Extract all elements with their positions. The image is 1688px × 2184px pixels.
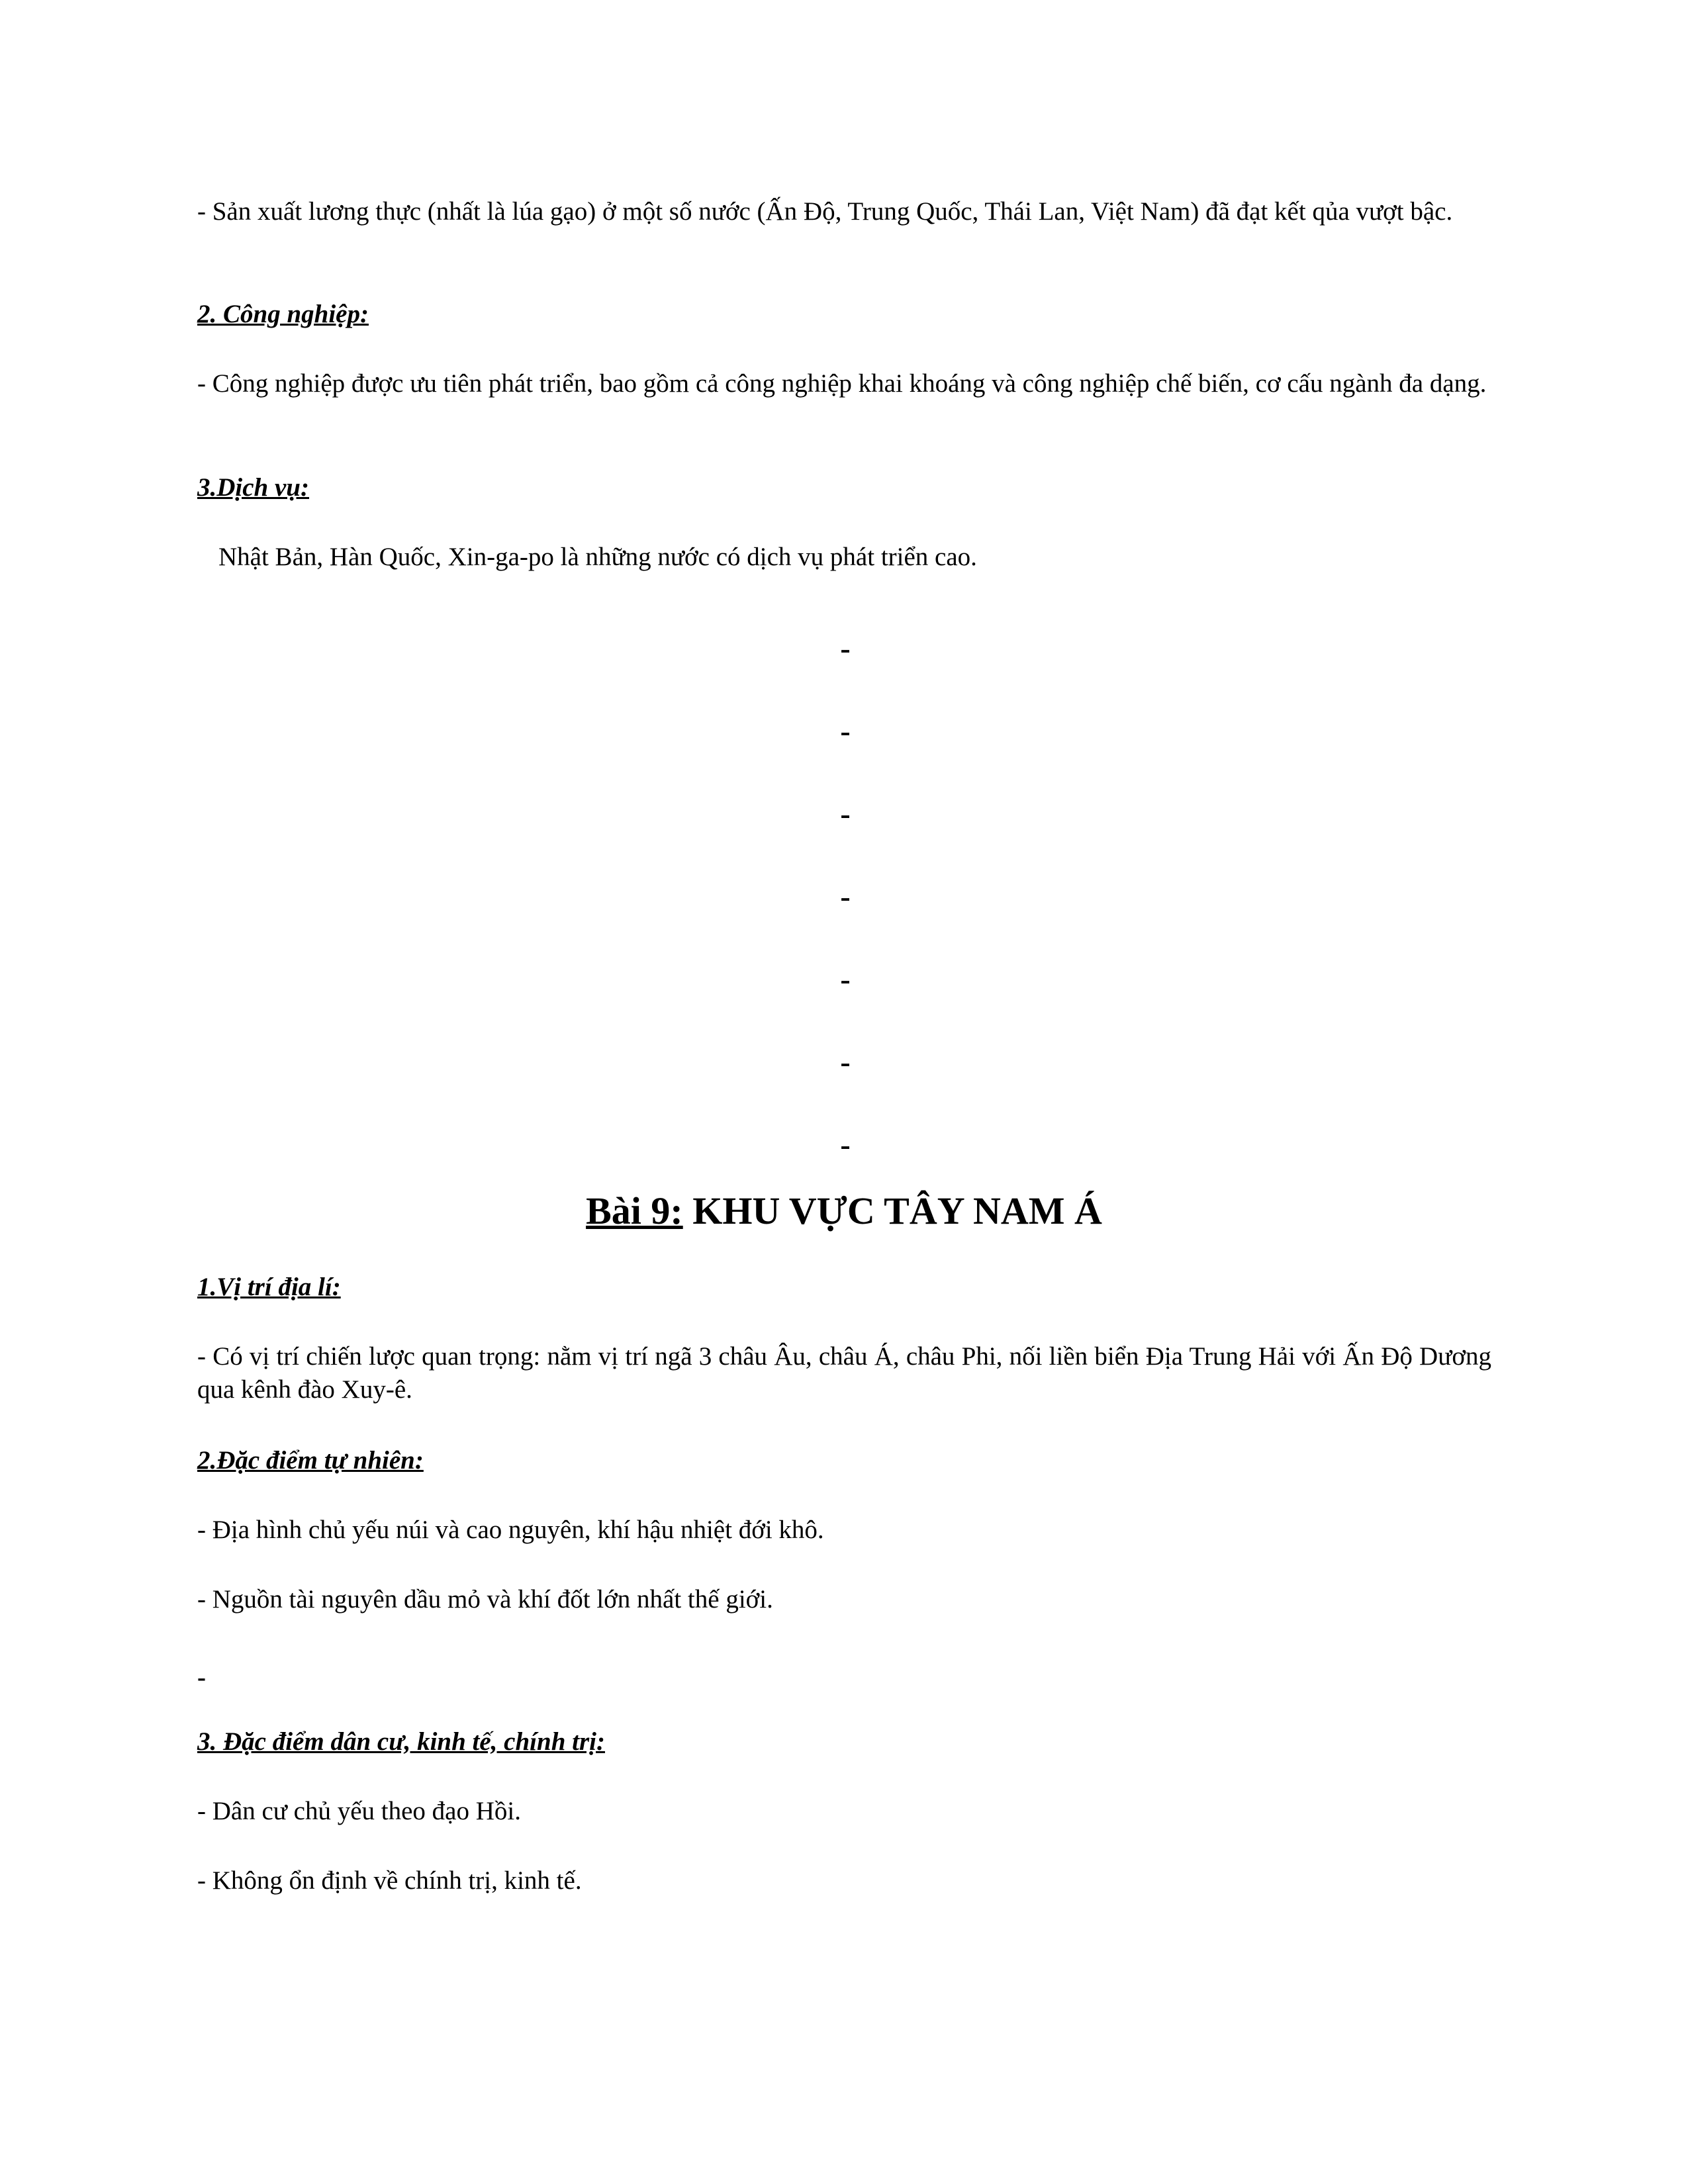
- paragraph-services: Nhật Bản, Hàn Quốc, Xin-ga-po là những nước có dịch vụ phát triển cao.: [218, 543, 977, 571]
- heading-population: 3. Đặc điểm dân cư, kinh tế, chính trị:: [197, 1727, 605, 1756]
- paragraph-religion: - Dân cư chủ yếu theo đạo Hồi.: [197, 1797, 521, 1825]
- heading-nature: 2.Đặc điểm tự nhiên:: [197, 1446, 424, 1475]
- heading-services: 3.Dịch vụ:: [197, 473, 309, 502]
- heading-location: 1.Vị trí địa lí:: [197, 1273, 341, 1301]
- separator-dash-2: -: [840, 714, 851, 748]
- paragraph-food-production: - Sản xuất lương thực (nhất là lúa gạo) ở một số nước (Ấn Độ, Trung Quốc, Thái Lan, Việt Nam) đã đạt kết qủa vượt bậc.: [197, 197, 1453, 226]
- paragraph-politics: - Không ổn định về chính trị, kinh tế.: [197, 1866, 582, 1895]
- paragraph-location: - Có vị trí chiến lược quan trọng: nằm vị trí ngã 3 châu Âu, châu Á, châu Phi, nối liền biển Địa Trung Hải với Ấn Độ Dương qua kênh đào Xuy-ê.: [197, 1342, 1491, 1404]
- heading-industry: 2. Công nghiệp:: [197, 300, 369, 328]
- separator-dash-3: -: [840, 797, 851, 831]
- separator-dash-7: -: [840, 1128, 851, 1161]
- lone-dash: -: [197, 1663, 206, 1692]
- paragraph-resources: - Nguồn tài nguyên dầu mỏ và khí đốt lớn nhất thế giới.: [197, 1585, 773, 1614]
- paragraph-terrain: - Địa hình chủ yếu núi và cao nguyên, khí hậu nhiệt đới khô.: [197, 1516, 824, 1544]
- lesson-title: [0, 1188, 1688, 1234]
- separator-dash-5: -: [840, 962, 851, 996]
- separator-dash-1: -: [840, 631, 851, 665]
- lesson-title-label: Bài 9:: [586, 1189, 683, 1232]
- separator-dash-4: -: [840, 880, 851, 913]
- lesson-title-text: KHU VỰC TÂY NAM Á: [682, 1189, 1102, 1232]
- separator-dash-6: -: [840, 1045, 851, 1079]
- paragraph-industry: - Công nghiệp được ưu tiên phát triển, bao gồm cả công nghiệp khai khoáng và công nghiệp chế biến, cơ cấu ngành đa dạng.: [197, 369, 1487, 398]
